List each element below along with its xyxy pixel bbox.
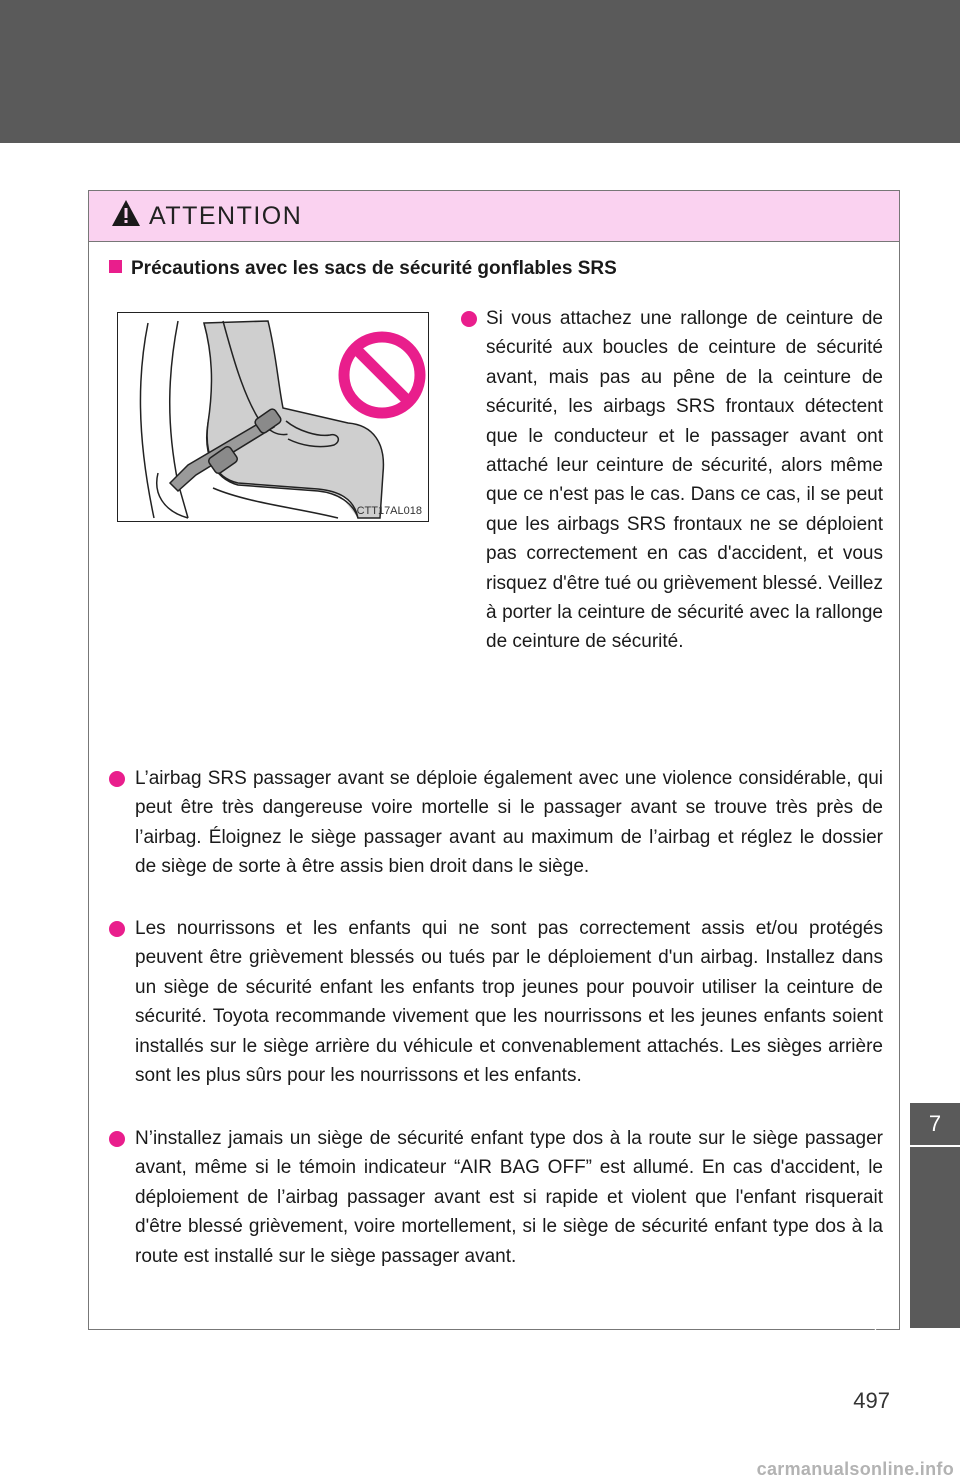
- section-title: [109, 258, 617, 280]
- watermark: carmanualsonline.info: [756, 1459, 954, 1479]
- chapter-tab: [910, 1103, 960, 1328]
- bullet-icon: [109, 921, 125, 937]
- bullet-text: Si vous attachez une rallonge de ceinture de sécurité aux boucles de ceinture de sécurité avant, mais pas au pêne de la ceinture de sécurité, les airbags SRS frontaux détectent que le conducteur et le passager avant ont attaché leur ceinture de sécurité, alors même que ce n'est pas le cas. Dans ce cas, il se peut que les airbags SRS frontaux ne se déploient pas correctement en cas d'accident, et vous risquez d'être tué ou grièvement blessé. Veillez à porter la ceinture de sécurité avec la rallonge de ceinture de sécurité.: [486, 308, 883, 653]
- list-item: [109, 1124, 883, 1271]
- square-bullet-icon: [109, 260, 122, 273]
- seated-person-buckle-image: [118, 313, 427, 520]
- bullet-text: N’installez jamais un siège de sécurité enfant type dos à la route sur le siège passager avant, même si le témoin indicateur “AIR BAG OFF” est allumé. En cas d'accident, le déploiement de l’airbag passager avant est si rapide et violent que l'enfant risquerait d'être blessé grièvement, voire mortellement, si le siège de sécurité enfant type dos à la route est installé sur le siège passager avant.: [135, 1128, 883, 1267]
- bullet-icon: [109, 1131, 125, 1147]
- bullet-icon: [109, 771, 125, 787]
- header-band: [0, 0, 960, 143]
- chapter-divider: [910, 1145, 960, 1147]
- warning-title: ATTENTION: [149, 202, 303, 230]
- seatbelt-extender-illustration: [117, 312, 429, 522]
- page-number: 497: [853, 1388, 890, 1413]
- chapter-label: For owners: [860, 1264, 882, 1365]
- bullet-icon: [461, 311, 477, 327]
- warning-header: [89, 191, 899, 242]
- section-title-text: Précautions avec les sacs de sécurité gonflables SRS: [131, 258, 617, 279]
- list-item: [461, 304, 883, 657]
- warning-triangle-icon: [111, 199, 141, 227]
- list-item: [109, 764, 883, 882]
- figure-code: CTT17AL018: [356, 505, 422, 517]
- bullet-text: L’airbag SRS passager avant se déploie également avec une violence considérable, qui peut être très dangereuse voire mortelle si le passager avant se trouve très près de l’airbag. Éloignez le siège passager avant au maximum de l’airbag et réglez le dossier de siège de sorte à être assis bien droit dans le siège.: [135, 768, 883, 878]
- chapter-number: 7: [928, 1111, 942, 1136]
- warning-box: [88, 190, 900, 1330]
- bullet-text: Les nourrissons et les enfants qui ne sont pas correctement assis et/ou protégés peuvent être grièvement blessés ou tués par le déploiement d'un airbag. Installez dans un siège de sécurité enfant les enfants trop jeunes pour pouvoir utiliser la ceinture de sécurité. Toyota recommande vivement que les nourrissons et les jeunes enfants soient installés sur le siège arrière du véhicule et convenablement attachés. Les sièges arrière sont les plus sûrs pour les nourrissons et les enfants.: [135, 918, 883, 1087]
- list-item: [109, 914, 883, 1090]
